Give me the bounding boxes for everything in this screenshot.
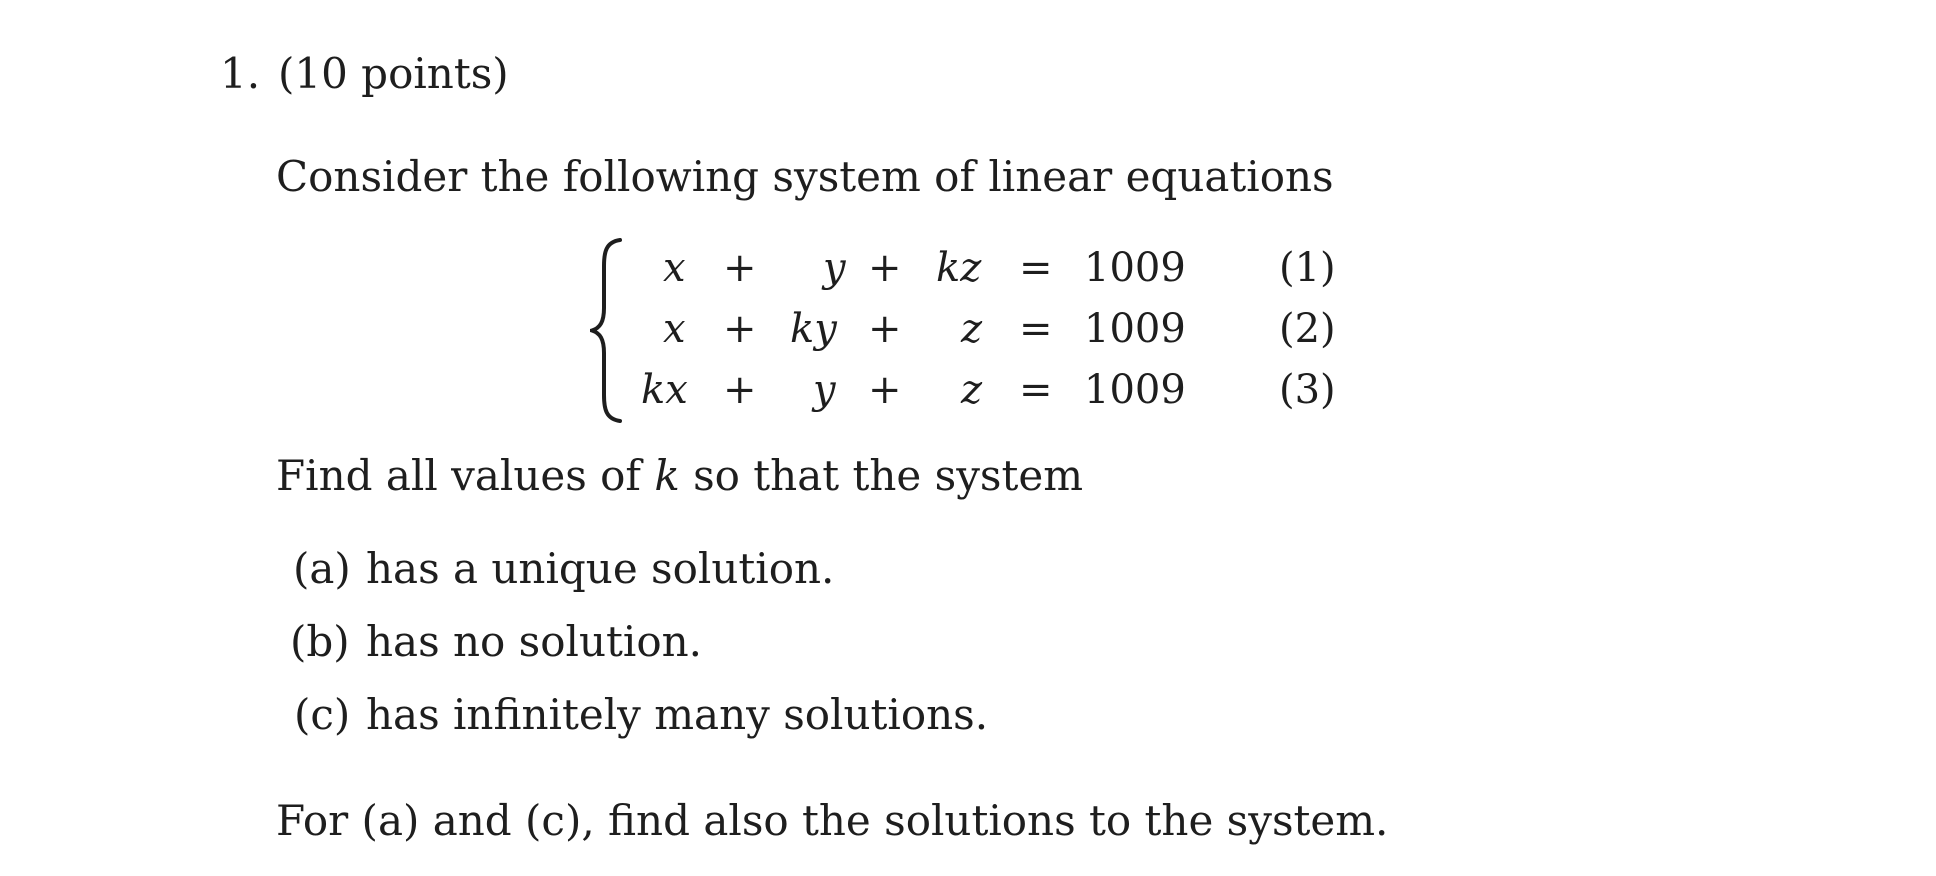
eq3-term-z: z (961, 367, 983, 413)
part-b-text: has no solution. (366, 617, 702, 666)
eq1-plus-1: + (723, 245, 757, 291)
question-intro: Consider the following system of linear equations (276, 152, 1334, 201)
eq3-plus-2: + (868, 367, 902, 413)
question-number: 1. (220, 49, 261, 98)
eq1-plus-2: + (868, 245, 902, 291)
eq2-term-ky: ky (790, 306, 837, 352)
eq2-plus-1: + (723, 306, 757, 352)
part-c-label: (c) (294, 690, 351, 739)
find-prefix: Find all values of (276, 451, 655, 500)
eq2-rhs: 1009 (1084, 306, 1186, 352)
eq3-term-kx: kx (641, 367, 688, 413)
eq1-term-y: y (823, 245, 846, 291)
eq2-label: (2) (1279, 306, 1336, 352)
eq2-term-z: z (961, 306, 983, 352)
left-brace-icon (590, 238, 626, 423)
eq2-plus-2: + (868, 306, 902, 352)
part-b-label: (b) (290, 617, 350, 666)
question-points: (10 points) (278, 49, 509, 98)
eq3-term-y: y (813, 367, 836, 413)
eq2-term-x: x (663, 306, 686, 352)
find-variable: k (654, 451, 680, 500)
find-suffix: so that the system (679, 451, 1084, 500)
eq1-term-x: x (663, 245, 686, 291)
eq2-equals: = (1019, 306, 1053, 352)
part-c-text: has infinitely many solutions. (366, 690, 989, 739)
eq3-label: (3) (1279, 367, 1336, 413)
eq1-term-kz: kz (936, 245, 982, 291)
eq3-rhs: 1009 (1084, 367, 1186, 413)
part-a-text: has a unique solution. (366, 544, 835, 593)
eq3-equals: = (1019, 367, 1053, 413)
eq1-equals: = (1019, 245, 1053, 291)
closing-instruction: For (a) and (c), find also the solutions to the system. (276, 796, 1389, 845)
eq1-rhs: 1009 (1084, 245, 1186, 291)
eq1-label: (1) (1279, 245, 1336, 291)
part-a-label: (a) (293, 544, 351, 593)
eq3-plus-1: + (723, 367, 757, 413)
find-instruction (276, 451, 1084, 500)
